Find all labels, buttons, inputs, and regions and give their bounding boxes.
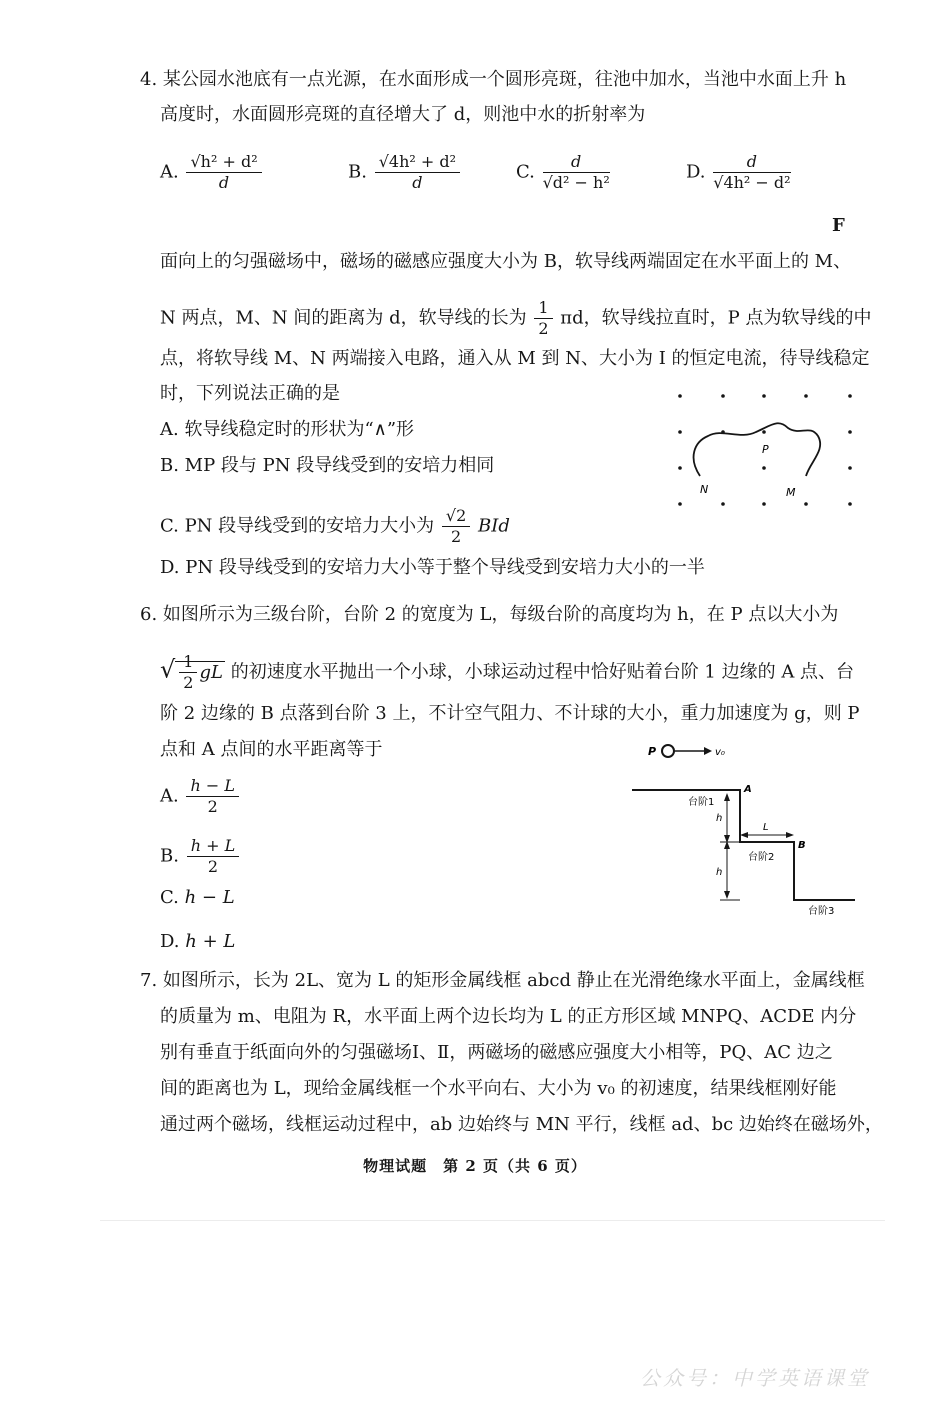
q5-option-c-start: C. PN 段导线受到的安培力大小为 (160, 515, 435, 537)
ball-icon (662, 745, 674, 757)
point-b-label: B (798, 840, 806, 851)
option-text: h + L (185, 931, 236, 952)
q6-line-4: 点和 A 点间的水平距离等于 (160, 739, 383, 760)
option-numerator: d (713, 152, 790, 173)
q4-option-c (516, 152, 612, 193)
arrow-head-icon (704, 747, 712, 755)
q6-option-b (160, 836, 241, 877)
option-numerator: h − L (186, 776, 239, 797)
staircase-outline (632, 790, 855, 900)
option-label: D. (686, 161, 706, 183)
sqrt-body (175, 652, 225, 692)
option-label: C. (516, 161, 535, 183)
q6-line-1: 6. 如图所示为三级台阶，台阶 2 的宽度为 L，每级台阶的高度均为 h，在 P 点以大小为 (140, 604, 839, 625)
q6-line-3: 阶 2 边缘的 B 点落到台阶 3 上，不计空气阻力、不计球的大小，重力加速度为 g，则 P (160, 703, 860, 724)
q5-line-1: 面向上的匀强磁场中，磁场的磁感应强度大小为 B，软导线两端固定在水平面上的 M、 (160, 251, 852, 272)
option-denominator: 2 (207, 857, 219, 876)
point-n-label: N (700, 483, 709, 496)
option-denominator: √4h² − d² (713, 173, 791, 192)
q5-line-2 (160, 298, 871, 339)
option-denominator: d (218, 173, 230, 192)
q5-option-c (160, 506, 510, 547)
option-label: D. (160, 931, 180, 952)
q7-line-1: 7. 如图所示，长为 2L、宽为 L 的矩形金属线框 abcd 静止在光滑绝缘水平面上，金属线框 (140, 970, 865, 991)
option-label: B. (348, 161, 367, 183)
option-label: B. (160, 845, 179, 867)
q6-line-2 (160, 652, 854, 693)
option-denominator: d (412, 173, 423, 192)
q5-option-b: B. MP 段与 PN 段导线受到的安培力相同 (160, 455, 495, 476)
option-numerator: d (543, 152, 610, 173)
fraction-denominator: 2 (450, 527, 462, 546)
fraction-numerator: 1 (179, 652, 197, 673)
q6-option-a (160, 776, 241, 817)
v0-label: v₀ (715, 747, 725, 758)
option-numerator: √4h² + d² (375, 152, 460, 173)
dimension-arrow-icon (740, 832, 748, 838)
fraction-numerator: √2 (442, 506, 470, 527)
point-p-label: P (648, 745, 657, 758)
option-numerator: h + L (187, 836, 240, 857)
option-denominator: √d² − h² (542, 173, 610, 192)
q5-line-2-start: N 两点，M、N 间的距离为 d，软导线的长为 (160, 307, 527, 329)
q7-line-4: 间的距离也为 L，现给金属线框一个水平向右、大小为 v₀ 的初速度，结果线框刚好能 (160, 1078, 837, 1099)
fraction-numerator: 1 (534, 298, 552, 319)
point-a-label: A (744, 784, 752, 795)
q5-line-2-end: πd，软导线拉直时，P 点为软导线的中 (560, 307, 872, 329)
watermark: 公众号：中学英语课堂 (640, 1366, 870, 1390)
option-denominator: 2 (207, 797, 218, 816)
q5-corner-mark: F (832, 215, 845, 236)
page-footer: 物理试题 第 2 页（共 6 页） (363, 1157, 587, 1175)
q5-option-c-end: BId (478, 515, 510, 537)
option-label: A. (160, 161, 179, 183)
step-3-label: 台阶3 (808, 906, 835, 917)
q4-line-2: 高度时，水面圆形亮斑的直径增大了 d，则池中水的折射率为 (160, 104, 646, 125)
page-divider (100, 1220, 885, 1221)
option-numerator: √h² + d² (186, 152, 261, 173)
point-p-label: P (762, 443, 769, 456)
step-1-label: 台阶1 (688, 797, 715, 808)
height-label-2: h (716, 867, 723, 878)
q4-line-1: 4. 某公园水池底有一点光源，在水面形成一个圆形亮斑，往池中加水，当池中水面上升 h (140, 69, 847, 90)
q6-stairs-figure (630, 735, 860, 920)
gl-term: gL (199, 661, 223, 683)
q5-wire-figure (660, 380, 860, 520)
width-label: L (763, 822, 769, 833)
height-label-1: h (716, 813, 723, 824)
option-label: A. (160, 785, 179, 807)
option-label: C. (160, 887, 179, 908)
q5-line-3: 点，将软导线 M、N 两端接入电路，通入从 M 到 N、大小为 I 的恒定电流，待导线稳定 (160, 348, 870, 369)
q7-line-2: 的质量为 m、电阻为 R，水平面上两个边长均为 L 的正方形区域 MNPQ、ACDE 内分 (160, 1006, 857, 1027)
option-text: h − L (184, 887, 235, 908)
q4-option-a (160, 152, 264, 193)
q4-option-d (686, 152, 793, 193)
point-m-label: M (786, 486, 796, 499)
sqrt-sign: √ (160, 655, 176, 684)
soft-wire (694, 423, 821, 476)
dimension-arrow-icon (724, 891, 730, 899)
fraction-denominator: 2 (538, 319, 549, 338)
q5-option-d: D. PN 段导线受到的安培力大小等于整个导线受到安培力大小的一半 (160, 557, 705, 578)
step-2-label: 台阶2 (748, 852, 775, 863)
q7-line-3: 别有垂直于纸面向外的匀强磁场Ⅰ、Ⅱ，两磁场的磁感应强度大小相等，PQ、AC 边之 (160, 1042, 833, 1063)
q6-option-d (160, 930, 235, 954)
q4-option-b (348, 152, 462, 193)
q7-line-5: 通过两个磁场，线框运动过程中，ab 边始终与 MN 平行，线框 ad、bc 边始终在磁场外， (160, 1114, 883, 1135)
q5-option-a: A. 软导线稳定时的形状为“∧”形 (160, 419, 415, 440)
q6-option-c (160, 886, 235, 910)
dimension-arrow-icon (786, 832, 794, 838)
fraction-denominator: 2 (183, 673, 194, 692)
q5-line-4: 时，下列说法正确的是 (160, 383, 340, 404)
dimension-arrow-icon (724, 793, 730, 801)
q6-line-2-text: 的初速度水平抛出一个小球，小球运动过程中恰好贴着台阶 1 边缘的 A 点、台 (230, 661, 855, 683)
